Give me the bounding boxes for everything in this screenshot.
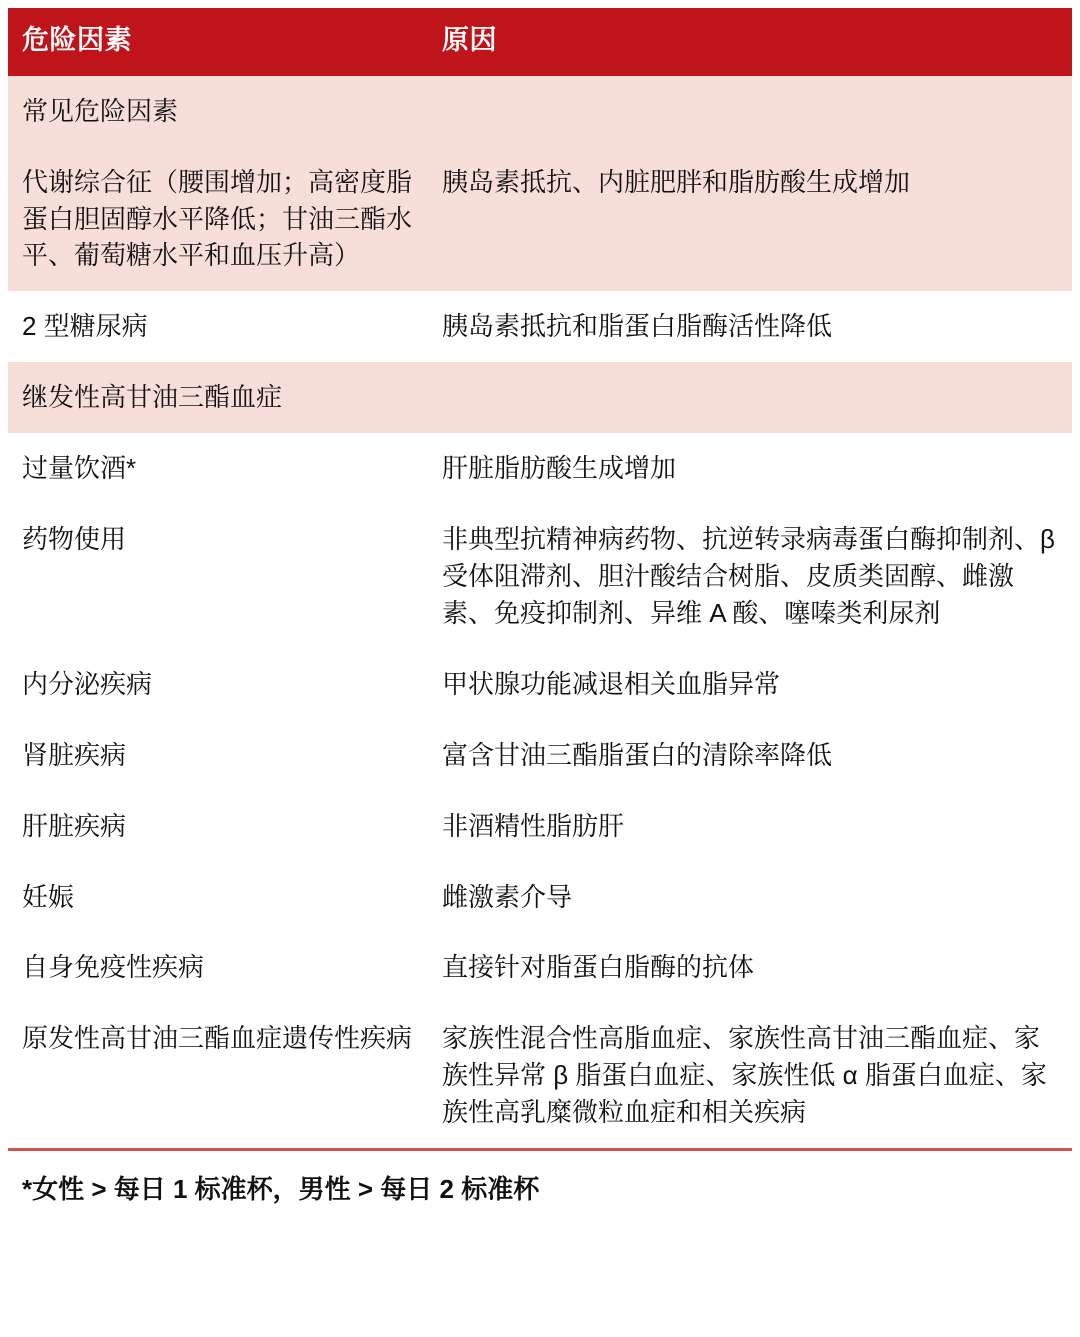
table-row (8, 649, 1072, 720)
cell-risk-factor: 原发性高甘油三酯血症遗传性疾病 (8, 1003, 428, 1149)
table-body (8, 76, 1072, 1222)
cell-risk-factor: 肝脏疾病 (8, 791, 428, 862)
table-row (8, 291, 1072, 362)
table-row (8, 932, 1072, 1003)
cell-risk-factor: 药物使用 (8, 504, 428, 649)
table-header (8, 8, 1072, 76)
table-row (8, 362, 1072, 433)
cell-risk-factor: 自身免疫性疾病 (8, 932, 428, 1003)
cell-cause: 家族性混合性高脂血症、家族性高甘油三酯血症、家族性异常 β 脂蛋白血症、家族性低 α 脂蛋白血症、家族性高乳糜微粒血症和相关疾病 (428, 1003, 1072, 1149)
cell-cause: 肝脏脂肪酸生成增加 (428, 433, 1072, 504)
footnote-text: *女性 > 每日 1 标准杯，男性 > 每日 2 标准杯 (8, 1150, 1072, 1222)
cell-cause: 富含甘油三酯脂蛋白的清除率降低 (428, 720, 1072, 791)
cell-cause: 胰岛素抵抗、内脏肥胖和脂肪酸生成增加 (428, 147, 1072, 292)
table-row (8, 862, 1072, 933)
risk-factors-table (8, 8, 1072, 1221)
table-row (8, 504, 1072, 649)
cell-cause: 雌激素介导 (428, 862, 1072, 933)
cell-cause: 非典型抗精神病药物、抗逆转录病毒蛋白酶抑制剂、β 受体阻滞剂、胆汁酸结合树脂、皮质类固醇、雌激素、免疫抑制剂、异维 A 酸、噻嗪类利尿剂 (428, 504, 1072, 649)
table-row (8, 147, 1072, 292)
table-footnote-row (8, 1150, 1072, 1222)
cell-cause: 甲状腺功能减退相关血脂异常 (428, 649, 1072, 720)
table-row (8, 1003, 1072, 1149)
cell-risk-factor: 2 型糖尿病 (8, 291, 428, 362)
cell-cause (428, 362, 1072, 433)
cell-risk-factor: 内分泌疾病 (8, 649, 428, 720)
cell-risk-factor: 继发性高甘油三酯血症 (8, 362, 428, 433)
cell-risk-factor: 妊娠 (8, 862, 428, 933)
table-row (8, 76, 1072, 147)
table-row (8, 433, 1072, 504)
table-header-row (8, 8, 1072, 76)
cell-cause (428, 76, 1072, 147)
cell-risk-factor: 过量饮酒* (8, 433, 428, 504)
cell-cause: 胰岛素抵抗和脂蛋白脂酶活性降低 (428, 291, 1072, 362)
cell-risk-factor: 常见危险因素 (8, 76, 428, 147)
cell-cause: 非酒精性脂肪肝 (428, 791, 1072, 862)
column-header-cause: 原因 (428, 8, 1072, 76)
table-row (8, 791, 1072, 862)
table-row (8, 720, 1072, 791)
cell-risk-factor: 代谢综合征（腰围增加；高密度脂蛋白胆固醇水平降低；甘油三酯水平、葡萄糖水平和血压升高） (8, 147, 428, 292)
cell-risk-factor: 肾脏疾病 (8, 720, 428, 791)
column-header-risk-factor: 危险因素 (8, 8, 428, 76)
cell-cause: 直接针对脂蛋白脂酶的抗体 (428, 932, 1072, 1003)
